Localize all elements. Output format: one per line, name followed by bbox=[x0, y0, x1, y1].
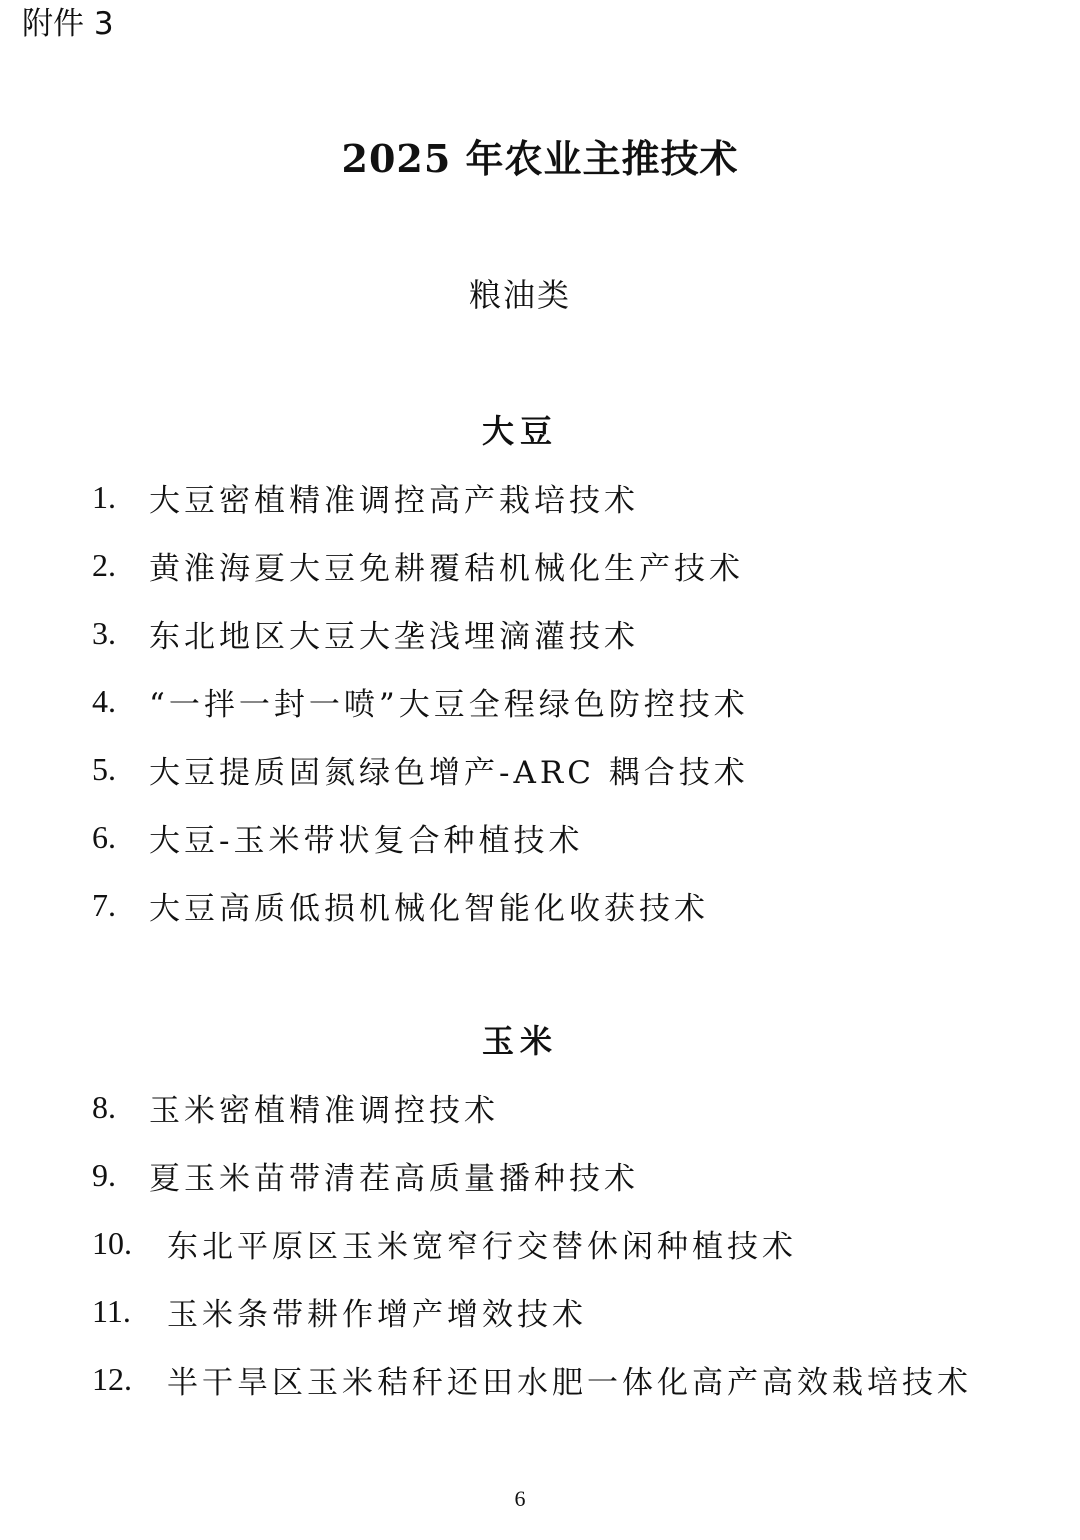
list-item bbox=[92, 1288, 587, 1334]
item-number: 6. bbox=[92, 818, 116, 855]
section-heading-corn: 玉米 bbox=[481, 1022, 558, 1060]
category-heading: 粮油类 bbox=[468, 276, 571, 314]
list-item bbox=[92, 882, 709, 928]
item-text: 大豆密植精准调控高产栽培技术 bbox=[149, 482, 639, 519]
list-item bbox=[92, 1356, 972, 1402]
item-number: 3. bbox=[92, 614, 116, 651]
item-text: 大豆-玉米带状复合种植技术 bbox=[149, 822, 584, 859]
item-number: 10. bbox=[92, 1224, 132, 1261]
list-item bbox=[92, 678, 749, 724]
item-number: 4. bbox=[92, 682, 116, 719]
item-text: 黄淮海夏大豆免耕覆秸机械化生产技术 bbox=[149, 550, 744, 587]
list-item bbox=[92, 1084, 499, 1130]
list-item bbox=[92, 814, 583, 860]
list-item bbox=[92, 746, 749, 792]
list-item bbox=[92, 474, 639, 520]
item-text: 大豆高质低损机械化智能化收获技术 bbox=[149, 890, 709, 927]
section-heading-soybean: 大豆 bbox=[481, 412, 558, 450]
item-number: 5. bbox=[92, 750, 116, 787]
item-number: 8. bbox=[92, 1088, 116, 1125]
item-text: 半干旱区玉米秸秆还田水肥一体化高产高效栽培技术 bbox=[167, 1364, 972, 1401]
item-text: “一拌一封一喷”大豆全程绿色防控技术 bbox=[149, 686, 749, 723]
list-item bbox=[92, 542, 744, 588]
item-number: 7. bbox=[92, 886, 116, 923]
item-text: 东北平原区玉米宽窄行交替休闲种植技术 bbox=[167, 1228, 797, 1265]
item-number: 11. bbox=[92, 1292, 131, 1329]
item-text: 大豆提质固氮绿色增产-ARC 耦合技术 bbox=[149, 754, 749, 791]
item-text: 东北地区大豆大垄浅埋滴灌技术 bbox=[149, 618, 639, 655]
attachment-label: 附件 3 bbox=[22, 6, 114, 42]
item-number: 2. bbox=[92, 546, 116, 583]
item-number: 9. bbox=[92, 1156, 116, 1193]
item-text: 玉米密植精准调控技术 bbox=[149, 1092, 499, 1129]
item-text: 夏玉米苗带清茬高质量播种技术 bbox=[149, 1160, 639, 1197]
item-number: 12. bbox=[92, 1360, 132, 1397]
list-item bbox=[92, 1220, 797, 1266]
item-text: 玉米条带耕作增产增效技术 bbox=[167, 1296, 587, 1333]
page-number: 6 bbox=[514, 1486, 526, 1511]
list-item bbox=[92, 1152, 639, 1198]
item-number: 1. bbox=[92, 478, 116, 515]
list-item bbox=[92, 610, 639, 656]
document-title: 2025 年农业主推技术 bbox=[341, 136, 739, 181]
